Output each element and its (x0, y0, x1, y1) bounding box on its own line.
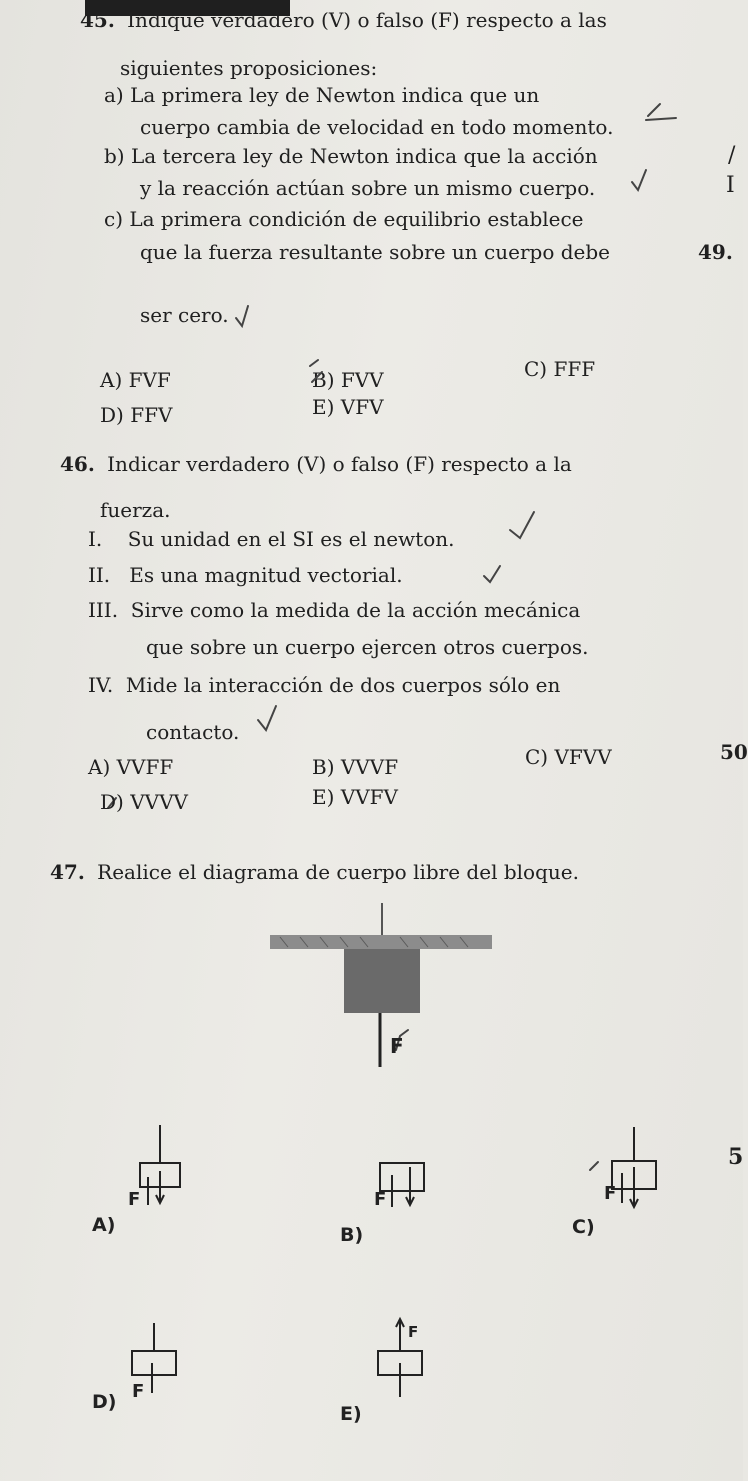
block (344, 949, 420, 1013)
q45-stem-line2: siguientes proposiciones: (120, 56, 378, 80)
q47-stem-text: Realice el diagrama de cuerpo libre del bloque. (97, 860, 579, 884)
q45-option-c: C) FFF (524, 357, 596, 381)
q46-option-d: D) VVVV (100, 790, 188, 814)
q45-option-a: A) FVF (100, 368, 171, 392)
margin-slash: / (728, 143, 736, 168)
diagram-e-force: F (408, 1323, 419, 1341)
check-mark-b (632, 170, 646, 190)
q45-stem-text: Indique verdadero (V) o falso (F) respecto a las (127, 8, 607, 32)
margin-number-50: 50 (720, 740, 748, 764)
margin-number-49: 49. (698, 240, 733, 264)
cross-mark-a (646, 104, 676, 120)
ceiling-surface (270, 935, 492, 949)
check-mark-ii (484, 566, 500, 582)
q45-b-line2: y la reacción actúan sobre un mismo cuerpo. (140, 176, 596, 200)
q46-statement-iv-line1: IV. Mide la interacción de dos cuerpos sólo en (88, 673, 561, 697)
q45-c-line2: que la fuerza resultante sobre un cuerpo debe (140, 240, 610, 264)
q46-statement-iii-line2: que sobre un cuerpo ejercen otros cuerpos. (146, 635, 589, 659)
diagram-d-force: F (132, 1381, 145, 1402)
q47-stem (50, 860, 579, 884)
diagram-a (140, 1125, 180, 1205)
q46-statement-i: I. Su unidad en el SI es el newton. (88, 527, 455, 551)
diagram-a-label: A) (92, 1214, 116, 1236)
margin-bar: I (726, 173, 735, 198)
q46-number: 46. (60, 452, 95, 476)
option-diagrams (0, 1115, 743, 1445)
q45-a-line1: a) La primera ley de Newton indica que un (104, 83, 540, 107)
q45-option-e: E) VFV (312, 395, 384, 419)
q46-stem-line1 (60, 452, 572, 476)
force-label: F (390, 1034, 404, 1058)
diagram-b-label: B) (340, 1224, 364, 1246)
q46-option-b: B) VVVF (312, 755, 399, 779)
diagram-a-force: F (128, 1189, 141, 1210)
diagram-b-force: F (374, 1189, 387, 1210)
q45-number: 45. (80, 8, 115, 32)
diagram-c-label: C) (572, 1216, 595, 1238)
q47-number: 47. (50, 860, 85, 884)
q45-option-d: D) FFV (100, 403, 173, 427)
margin-number-5: 5 (728, 1144, 744, 1170)
q46-option-e: E) VVFV (312, 785, 398, 809)
q45-c-line1: c) La primera condición de equilibrio establece (104, 207, 584, 231)
q45-option-b: B) FVV (312, 368, 384, 392)
diagram-d-label: D) (92, 1391, 117, 1413)
q46-stem-text: Indicar verdadero (V) o falso (F) respecto a la (107, 452, 572, 476)
diagram-e-label: E) (340, 1403, 362, 1425)
q46-statement-iv-line2: contacto. (146, 720, 240, 744)
check-mark-c (236, 306, 248, 326)
block-figure (260, 895, 500, 1080)
q46-option-c: C) VFVV (525, 745, 612, 769)
diagram-c (612, 1127, 656, 1207)
diagram-c-force: F (604, 1183, 617, 1204)
q46-statement-ii: II. Es una magnitud vectorial. (88, 563, 403, 587)
check-mark-iv (258, 706, 276, 730)
diagram-b (380, 1163, 424, 1207)
q46-stem-line2: fuerza. (100, 498, 171, 522)
q45-c-line3: ser cero. (140, 303, 229, 327)
q46-statement-iii-line1: III. Sirve como la medida de la acción mecánica (88, 598, 581, 622)
q45-a-line2: cuerpo cambia de velocidad en todo momento. (140, 115, 614, 139)
q46-option-a: A) VVFF (88, 755, 174, 779)
check-mark-i (510, 512, 534, 538)
circle-mark-b (310, 360, 322, 382)
q45-b-line1: b) La tercera ley de Newton indica que la acción (104, 144, 598, 168)
